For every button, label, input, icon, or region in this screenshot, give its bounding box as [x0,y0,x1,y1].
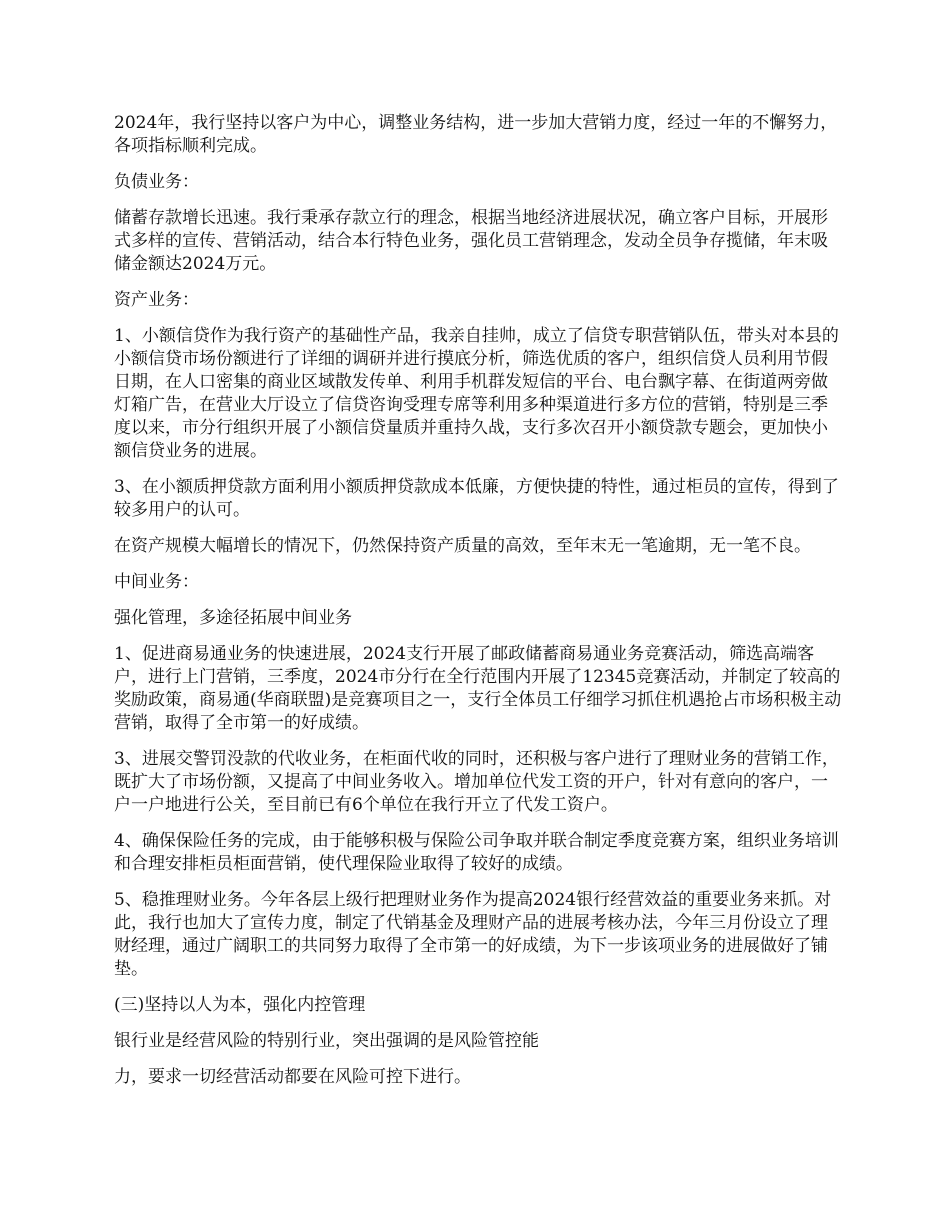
section-heading-internal-control: (三)坚持以人为本，强化内控管理 [114,995,366,1015]
paragraph-insurance: 4、确保保险任务的完成，由于能够积极与保险公司争取并联合制定季度竞赛方案，组织业务培训和合理安排柜员柜面营销，使代理保险业取得了较好的成绩。 [114,831,839,874]
section-heading-intermediary: 中间业务： [114,572,199,592]
paragraph-risk-management-1: 银行业是经营风险的特别行业，突出强调的是风险管控能 [114,1031,539,1051]
intro-paragraph: 2024年，我行坚持以客户为中心，调整业务结构，进一步加大营销力度，经过一年的不懈努力，各项指标顺利完成。 [114,113,838,156]
section-heading-liability: 负债业务： [114,172,199,192]
paragraph-pledge-loans: 3、在小额质押贷款方面利用小额质押贷款成本低廉，方便快捷的特性，通过柜员的宣传，得到了较多用户的认可。 [114,477,839,520]
section-heading-assets: 资产业务： [114,290,199,310]
document-body [114,112,842,1102]
paragraph-savings-deposits: 储蓄存款增长迅速。我行秉承存款立行的理念，根据当地经济进展状况，确立客户目标，开展形式多样的宣传、营销活动，结合本行特色业务，强化员工营销理念，发动全员争存揽储，年末吸储金额达2024万元。 [114,208,828,274]
paragraph-microcredit: 1、小额信贷作为我行资产的基础性产品，我亲自挂帅，成立了信贷专职营销队伍，带头对本县的小额信贷市场份额进行了详细的调研并进行摸底分析，筛选优质的客户，组织信贷人员利用节假日期，在人口密集的商业区域散发传单、利用手机群发短信的平台、电台飘字幕、在街道两旁做灯箱广告，在营业大厅设立了信贷咨询受理专席等利用多种渠道进行多方位的营销，特别是三季度以来，市分行组织开展了小额信贷量质并重持久战，支行多次召开小额贷款专题会，更加快小额信贷业务的进展。 [114,326,839,461]
subheading-intermediary-management: 强化管理，多途径拓展中间业务 [114,608,352,628]
paragraph-asset-quality: 在资产规模大幅增长的情况下，仍然保持资产质量的高效，至年末无一笔逾期，无一笔不良。 [114,536,811,556]
paragraph-risk-management-2: 力，要求一切经营活动都要在风险可控下进行。 [114,1067,471,1087]
paragraph-shangyitong: 1、促进商易通业务的快速进展，2024支行开展了邮政储蓄商易通业务竞赛活动，筛选高端客户，进行上门营销，三季度，2024市分行在全行范围内开展了12345竞赛活动，并制定了较高的奖励政策，商易通(华商联盟)是竞赛项目之一，支行全体员工仔细学习抓住机遇抢占市场积极主动营销，取得了全市第一的好成绩。 [114,644,842,733]
paragraph-wealth-management: 5、稳推理财业务。今年各层上级行把理财业务作为提高2024银行经营效益的重要业务来抓。对此，我行也加大了宣传力度，制定了代销基金及理财产品的进展考核办法，今年三月份设立了理财经理，通过广阔职工的共同努力取得了全市第一的好成绩，为下一步该项业务的进展做好了铺垫。 [114,890,832,979]
paragraph-fine-collection: 3、进展交警罚没款的代收业务，在柜面代收的同时，还积极与客户进行了理财业务的营销工作，既扩大了市场份额，又提高了中间业务收入。增加单位代发工资的开户，针对有意向的客户，一户一户地进行公关，至目前已有6个单位在我行开立了代发工资户。 [114,749,839,815]
